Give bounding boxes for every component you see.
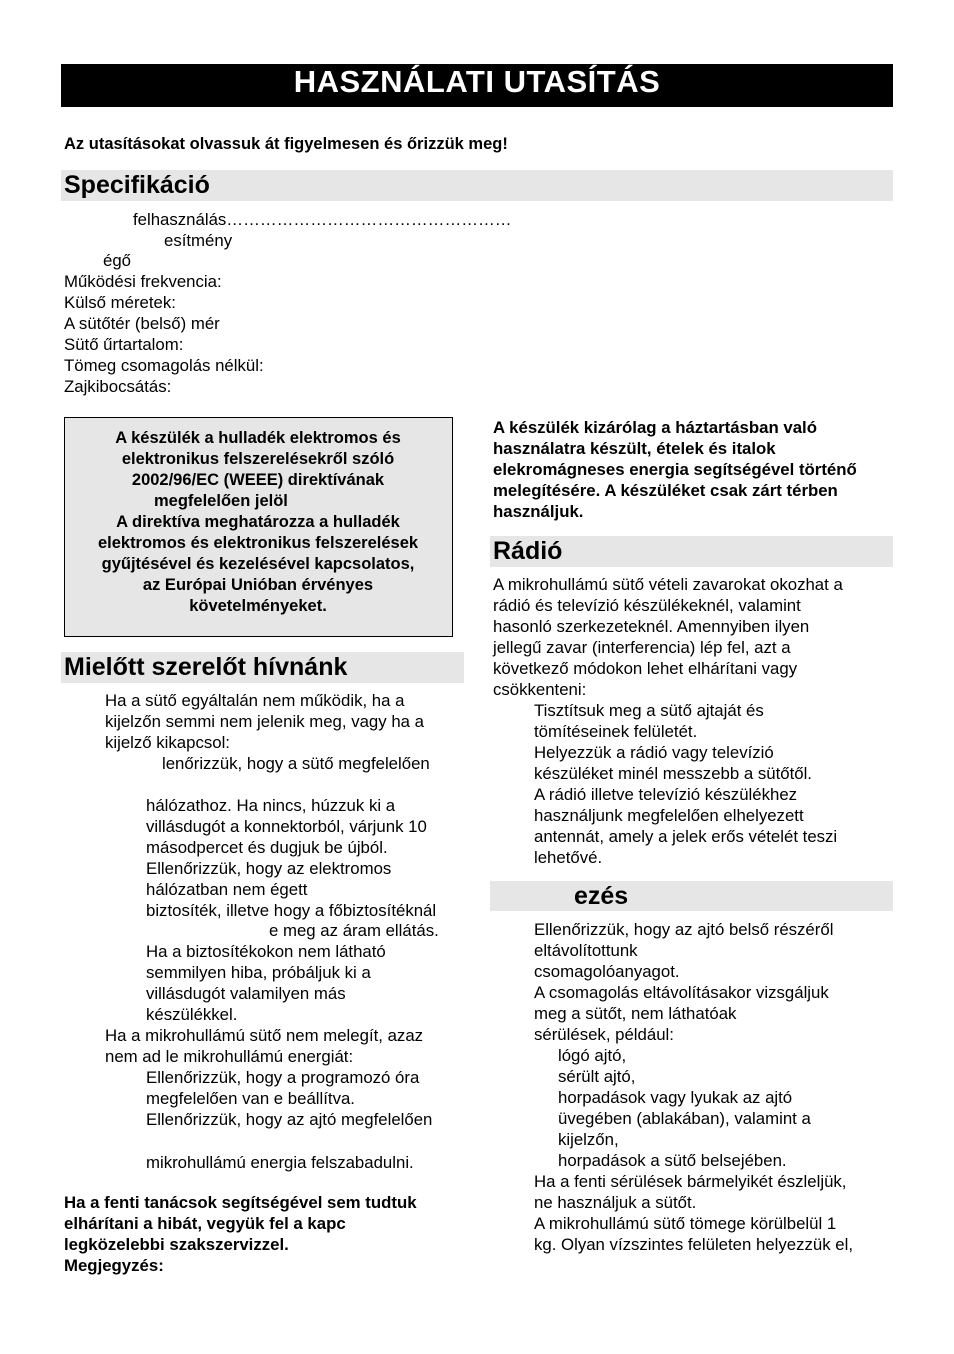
radio-line: jellegű zavar (interferencia) lép fel, azt a	[493, 638, 791, 657]
install-line: üvegében (ablakában), valamint a	[558, 1109, 811, 1128]
weee-line: A készülék a hulladék elektromos és	[115, 429, 401, 447]
install-line: A csomagolás eltávolításakor vizsgáljuk	[534, 983, 829, 1002]
install-line: eltávolítottunk	[534, 941, 638, 960]
service-closing-line: Ha a fenti tanácsok segítségével sem tudtuk	[64, 1193, 417, 1212]
spec-line: esítmény	[164, 231, 233, 250]
weee-line: elektromos és elektronikus felszerelések	[97, 534, 419, 552]
radio-heading: Rádió	[490, 536, 893, 567]
weee-line: A direktíva meghatározza a hulladék	[116, 513, 400, 531]
install-line: meg a sütőt, nem láthatóak	[534, 1004, 737, 1023]
household-line: elekromágneses energia segítségével történő	[493, 460, 857, 479]
install-line: A mikrohullámú sütő tömege körülbelül 1	[534, 1214, 837, 1233]
service-closing-line: legközelebbi szakszervizzel.	[64, 1235, 289, 1254]
intro-text: Az utasításokat olvassuk át figyelmesen és őrizzük meg!	[64, 135, 508, 153]
spec-line: Működési frekvencia:	[64, 272, 222, 291]
service-line: lenőrizzük, hogy a sütő megfelelően	[162, 754, 430, 773]
install-line: horpadások a sütő belsejében.	[558, 1151, 787, 1170]
service-line: villásdugót a konnektorból, várjunk 10	[146, 817, 427, 836]
service-line: hálózatban nem égett	[146, 880, 308, 899]
weee-line: gyűjtésével és kezelésével kapcsolatos,	[101, 555, 415, 573]
install-line: ne használjuk a sütőt.	[534, 1193, 697, 1212]
radio-line: lehetővé.	[534, 848, 603, 867]
service-line: másodpercet és dugjuk be újból.	[146, 838, 388, 857]
service-line: megfelelően van e beállítva.	[146, 1089, 355, 1108]
install-line: csomagolóanyagot.	[534, 962, 680, 981]
service-line: nem ad le mikrohullámú energiát:	[105, 1047, 354, 1066]
spec-line: Zajkibocsátás:	[64, 377, 172, 396]
radio-line: rádió és televízió készülékeknél, valamint	[493, 596, 801, 615]
install-line: kg. Olyan vízszintes felületen helyezzük el,	[534, 1235, 853, 1254]
service-line: kijelző kikapcsol:	[105, 733, 230, 752]
service-line: kijelzőn semmi nem jelenik meg, vagy ha a	[105, 712, 424, 731]
weee-line: követelményeket.	[189, 597, 327, 615]
service-line: Ellenőrizzük, hogy az ajtó megfelelően	[146, 1110, 433, 1129]
weee-line: 2002/96/EC (WEEE) direktívának	[131, 471, 385, 489]
radio-line: antennát, amely a jelek erős vételét teszi	[534, 827, 838, 846]
radio-line: Tisztítsuk meg a sütő ajtaját és	[534, 701, 764, 720]
radio-line: A mikrohullámú sütő vételi zavarokat okozhat a	[493, 575, 843, 594]
install-line: horpadások vagy lyukak az ajtó	[558, 1088, 793, 1107]
install-line: Ha a fenti sérülések bármelyikét észleljük,	[534, 1172, 847, 1191]
service-line: Ha a mikrohullámú sütő nem melegít, azaz	[105, 1026, 424, 1045]
weee-line: az Európai Unióban érvényes	[142, 576, 374, 594]
install-line: lógó ajtó,	[558, 1046, 627, 1065]
page-title: HASZNÁLATI UTASÍTÁS	[61, 64, 893, 107]
service-line: készülékkel.	[146, 1005, 238, 1024]
radio-line: A rádió illetve televízió készülékhez	[534, 785, 798, 804]
service-line: mikrohullámú energia felszabadulni.	[146, 1153, 414, 1172]
radio-line: tömítéseinek felületét.	[534, 722, 698, 741]
household-line: használjuk.	[493, 502, 584, 521]
service-line: Ellenőrizzük, hogy az elektromos	[146, 859, 392, 878]
install-heading: ezés	[490, 881, 893, 911]
weee-line: elektronikus felszerelésekről szóló	[121, 450, 395, 468]
install-line: Ellenőrizzük, hogy az ajtó belső részéről	[534, 920, 834, 939]
household-line: melegítésére. A készüléket csak zárt térben	[493, 481, 838, 500]
household-line: használatra készült, ételek és italok	[493, 439, 776, 458]
spec-line: Sütő űrtartalom:	[64, 335, 184, 354]
install-line: sérülések, például:	[534, 1025, 674, 1044]
radio-line: használjunk megfelelően elhelyezett	[534, 806, 804, 825]
service-line: Ha a sütő egyáltalán nem működik, ha a	[105, 691, 405, 710]
weee-notice-box	[64, 417, 453, 637]
service-line: Ellenőrizzük, hogy a programozó óra	[146, 1068, 420, 1087]
install-line: sérült ajtó,	[558, 1067, 636, 1086]
service-line: Ha a biztosítékokon nem látható	[146, 942, 386, 961]
radio-line: csökkenteni:	[493, 680, 587, 699]
service-line: semmilyen hiba, próbáljuk ki a	[146, 963, 371, 982]
service-line: e meg az áram ellátás.	[269, 921, 439, 940]
service-line: hálózathoz. Ha nincs, húzzuk ki a	[146, 796, 396, 815]
spec-line: Külső méretek:	[64, 293, 176, 312]
specification-heading: Specifikáció	[61, 170, 893, 201]
before-service-heading: Mielőtt szerelőt hívnánk	[61, 652, 464, 683]
spec-line: Tömeg csomagolás nélkül:	[64, 356, 264, 375]
service-closing-line: Megjegyzés:	[64, 1256, 164, 1275]
service-closing-line: elhárítani a hibát, vegyük fel a kapc	[64, 1214, 346, 1233]
install-line: kijelzőn,	[558, 1130, 619, 1149]
spec-line: égő	[103, 251, 131, 270]
radio-line: készüléket minél messzebb a sütőtől.	[534, 764, 812, 783]
weee-line: megfelelően jelöl	[154, 492, 288, 510]
service-line: biztosíték, illetve hogy a főbiztosítéknál	[146, 901, 437, 920]
radio-line: hasonló szerkezeteknél. Amennyiben ilyen	[493, 617, 810, 636]
service-line: villásdugót valamilyen más	[146, 984, 346, 1003]
spec-line: A sütőtér (belső) mér	[64, 314, 220, 333]
radio-line: következő módokon lehet elhárítani vagy	[493, 659, 798, 678]
spec-line: felhasználás……………………………………………	[133, 210, 512, 229]
household-line: A készülék kizárólag a háztartásban való	[493, 418, 817, 437]
radio-line: Helyezzük a rádió vagy televízió	[534, 743, 774, 762]
